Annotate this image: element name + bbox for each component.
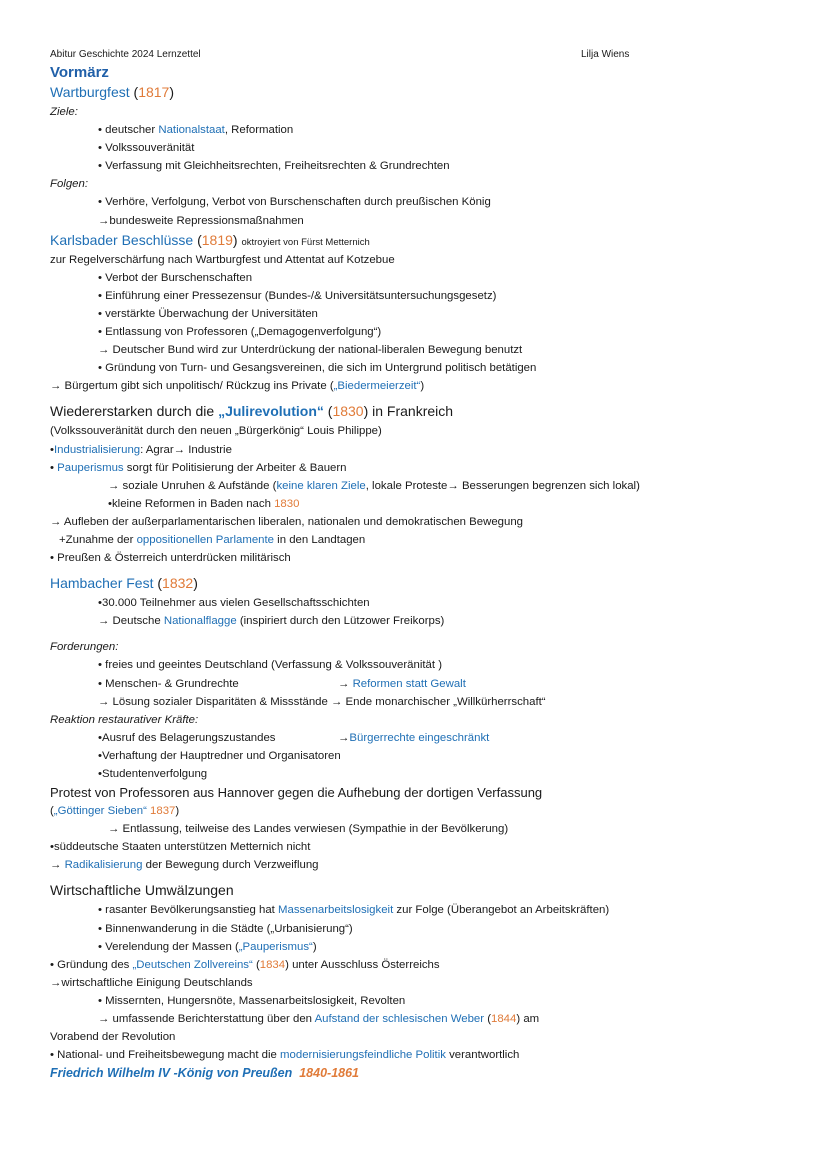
goettingen-heading: Protest von Professoren aus Hannover gegen die Aufhebung der dortigen Verfassung bbox=[50, 785, 543, 801]
list-item: • Gründung des „Deutschen Zollvereins“ (1834) unter Ausschluss Österreichs bbox=[50, 958, 440, 971]
list-item: • Verelendung der Massen („Pauperismus“) bbox=[98, 940, 317, 953]
list-item: → Aufleben der außerparlamentarischen liberalen, nationalen und demokratischen Bewegung bbox=[50, 515, 524, 528]
page-header bbox=[50, 49, 790, 63]
list-item: • Volkssouveränität bbox=[98, 142, 195, 155]
karlsbad-intro: zur Regelverschärfung nach Wartburgfest und Attentat auf Kotzebue bbox=[50, 253, 395, 266]
list-item: • Missernten, Hungersnöte, Massenarbeitslosigkeit, Revolten bbox=[98, 994, 406, 1007]
list-item: • Pauperismus sorgt für Politisierung der Arbeiter & Bauern bbox=[50, 461, 347, 474]
final-heading: Friedrich Wilhelm IV -König von Preußen 1840-1861 bbox=[50, 1066, 360, 1081]
hambach-heading: Hambacher Fest (1832) bbox=[50, 575, 198, 592]
document-page bbox=[50, 49, 790, 1083]
list-item: •Verhaftung der Hauptredner und Organisatoren bbox=[98, 749, 341, 762]
list-item: → soziale Unruhen & Aufstände (keine klaren Ziele, lokale Proteste→ Besserungen begrenzen sich lokal) bbox=[108, 479, 640, 492]
list-item: • National- und Freiheitsbewegung macht die modernisierungsfeindliche Politik verantwortlich bbox=[50, 1049, 520, 1062]
karlsbad-heading: Karlsbader Beschlüsse (1819) oktroyiert von Fürst Metternich bbox=[50, 231, 370, 248]
list-item: • Menschen- & Grundrechte → Reformen statt Gewalt bbox=[98, 677, 466, 690]
wartburg-heading: Wartburgfest (1817) bbox=[50, 84, 175, 100]
list-item: • Verfassung mit Gleichheitsrechten, Freiheitsrechten & Grundrechten bbox=[98, 160, 450, 173]
list-item: • Preußen & Österreich unterdrücken militärisch bbox=[50, 552, 291, 565]
wartburg-goals-label: Ziele: bbox=[50, 106, 78, 118]
list-item: („Göttinger Sieben“ 1837) bbox=[50, 805, 180, 818]
list-item: • deutscher Nationalstaat, Reformation bbox=[98, 124, 294, 137]
list-item: • freies und geeintes Deutschland (Verfassung & Volkssouveränität ) bbox=[98, 659, 443, 672]
list-item: • rasanter Bevölkerungsanstieg hat Massenarbeitslosigkeit zur Folge (Überangebot an Arbeitskräften) bbox=[98, 904, 610, 917]
list-item: • Verhöre, Verfolgung, Verbot von Burschenschaften durch preußischen König bbox=[98, 196, 491, 209]
list-item: → Deutsche Nationalflagge (inspiriert durch den Lützower Freikorps) bbox=[98, 615, 445, 628]
list-item: •30.000 Teilnehmer aus vielen Gesellschaftsschichten bbox=[98, 597, 370, 610]
list-item: •kleine Reformen in Baden nach 1830 bbox=[108, 497, 300, 510]
list-item: → Entlassung, teilweise des Landes verwiesen (Sympathie in der Bevölkerung) bbox=[108, 823, 509, 836]
hambach-demands-label: Forderungen: bbox=[50, 641, 119, 654]
header-author: Lilja Wiens bbox=[581, 49, 630, 60]
header-left: Abitur Geschichte 2024 Lernzettel bbox=[50, 49, 201, 60]
list-item: → Lösung sozialer Disparitäten & Missstände → Ende monarchischer „Willkürherrschaft“ bbox=[98, 695, 546, 708]
list-item: → Radikalisierung der Bewegung durch Verzweiflung bbox=[50, 859, 319, 872]
list-item: → Deutscher Bund wird zur Unterdrückung der national-liberalen Bewegung benutzt bbox=[98, 344, 523, 357]
list-item: →bundesweite Repressionsmaßnahmen bbox=[98, 214, 304, 227]
list-item: • Entlassung von Professoren („Demagogenverfolgung“) bbox=[98, 326, 382, 339]
list-item: • Verbot der Burschenschaften bbox=[98, 271, 253, 284]
list-item: •Studentenverfolgung bbox=[98, 768, 208, 780]
wartburg-conseq-label: Folgen: bbox=[50, 178, 88, 191]
list-item: Vorabend der Revolution bbox=[50, 1031, 176, 1044]
wirtschaft-heading: Wirtschaftliche Umwälzungen bbox=[50, 882, 234, 899]
list-item: •Industrialisierung: Agrar→ Industrie bbox=[50, 443, 232, 456]
list-item: • verstärkte Überwachung der Universitäten bbox=[98, 307, 318, 320]
page-title: Vormärz bbox=[50, 64, 109, 81]
list-item: →wirtschaftliche Einigung Deutschlands bbox=[50, 976, 253, 989]
list-item: • Gründung von Turn- und Gesangsvereinen, die sich im Untergrund politisch betätigen bbox=[98, 362, 537, 375]
hambach-reaction-label: Reaktion restaurativer Kräfte: bbox=[50, 713, 199, 726]
list-item: •Ausruf des Belagerungszustandes →Bürgerrechte eingeschränkt bbox=[98, 731, 490, 744]
list-item: +Zunahme der oppositionellen Parlamente in den Landtagen bbox=[59, 533, 366, 546]
juli-heading: Wiedererstarken durch die „Julirevolution“ (1830) in Frankreich bbox=[50, 403, 454, 420]
list-item: (Volkssouveränität durch den neuen „Bürgerkönig“ Louis Philippe) bbox=[50, 425, 382, 438]
list-item: → umfassende Berichterstattung über den Aufstand der schlesischen Weber (1844) am bbox=[98, 1013, 540, 1026]
list-item: • Binnenwanderung in die Städte („Urbanisierung“) bbox=[98, 922, 353, 935]
list-item: • Einführung einer Pressezensur (Bundes-/& Universitätsuntersuchungsgesetz) bbox=[98, 289, 497, 302]
karlsbad-result: → Bürgertum gibt sich unpolitisch/ Rückzug ins Private („Biedermeierzeit“) bbox=[50, 380, 425, 393]
list-item: •süddeutsche Staaten unterstützen Metternich nicht bbox=[50, 841, 311, 854]
